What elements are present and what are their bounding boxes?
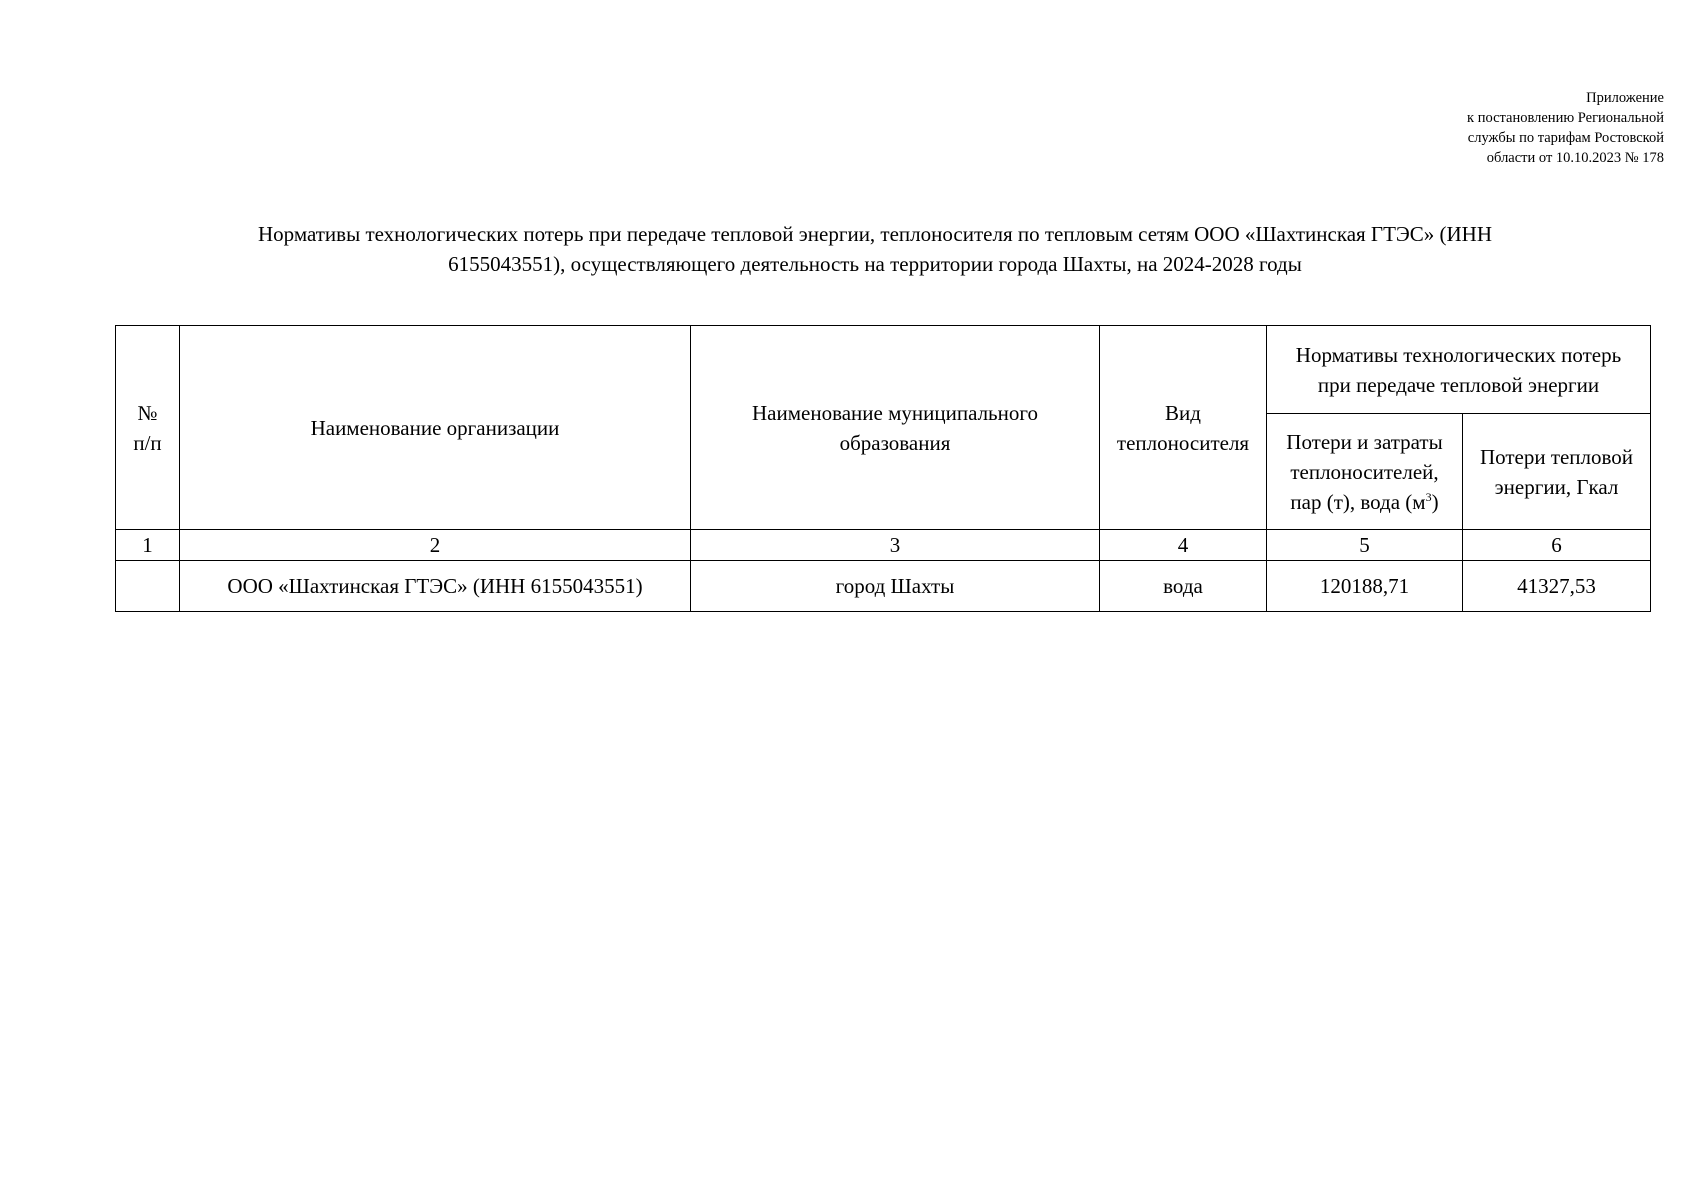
cell-losses-carrier: 120188,71 (1267, 561, 1463, 612)
header-losses-carrier-text: пар (т), вода (м (1290, 489, 1426, 514)
column-number-row (116, 530, 1651, 561)
cell-num (116, 561, 180, 612)
header-row (116, 326, 1651, 414)
cell-org: ООО «Шахтинская ГТЭС» (ИНН 6155043551) (180, 561, 691, 612)
column-number: 6 (1463, 530, 1651, 561)
appendix-line: службы по тарифам Ростовской (1467, 130, 1664, 146)
header-num (116, 326, 180, 530)
header-losses-carrier-line: теплоносителей, (1290, 459, 1439, 484)
header-norms-group (1267, 326, 1651, 414)
table-row (116, 561, 1651, 612)
header-losses-heat (1463, 414, 1651, 530)
header-losses-carrier (1267, 414, 1463, 530)
column-number: 3 (691, 530, 1100, 561)
header-norms-line: Нормативы технологических потерь (1295, 342, 1622, 367)
appendix-line: к постановлению Региональной (1467, 110, 1664, 126)
document-title (150, 219, 1600, 279)
header-municipality (691, 326, 1100, 530)
cell-losses-heat: 41327,53 (1463, 561, 1651, 612)
header-losses-heat-line: энергии, Гкал (1494, 474, 1619, 499)
appendix-note (1467, 88, 1664, 168)
header-org-label: Наименование организации (310, 415, 560, 440)
cell-carrier: вода (1100, 561, 1267, 612)
cell-municipality: город Шахты (691, 561, 1100, 612)
superscript-3: 3 (1425, 489, 1432, 504)
header-carrier-line: теплоносителя (1116, 430, 1250, 455)
header-municipality-line: образования (839, 430, 951, 455)
norms-table (115, 325, 1651, 612)
column-number: 2 (180, 530, 691, 561)
title-line: 6155043551), осуществляющего деятельность на территории города Шахты, на 2024-2028 годы (448, 252, 1302, 276)
header-num-line: п/п (133, 430, 162, 455)
header-municipality-line: Наименование муниципального (752, 400, 1038, 425)
appendix-line: области от 10.10.2023 № 178 (1486, 150, 1664, 166)
header-norms-line: при передаче тепловой энергии (1317, 372, 1600, 397)
appendix-line: Приложение (1586, 90, 1664, 106)
header-losses-carrier-line (1273, 487, 1456, 517)
header-org (180, 326, 691, 530)
column-number: 5 (1267, 530, 1463, 561)
title-line: Нормативы технологических потерь при передаче тепловой энергии, теплоносителя по тепловым сетям ООО «Шахтинская ГТЭС» (ИНН (257, 222, 1493, 246)
header-losses-carrier-line: Потери и затраты (1286, 429, 1443, 454)
column-number: 1 (116, 530, 180, 561)
closing-paren: ) (1431, 489, 1439, 514)
header-carrier-line: Вид (1165, 400, 1201, 425)
column-number: 4 (1100, 530, 1267, 561)
header-num-line: № (137, 400, 158, 425)
header-losses-heat-line: Потери тепловой (1479, 444, 1634, 469)
header-carrier (1100, 326, 1267, 530)
